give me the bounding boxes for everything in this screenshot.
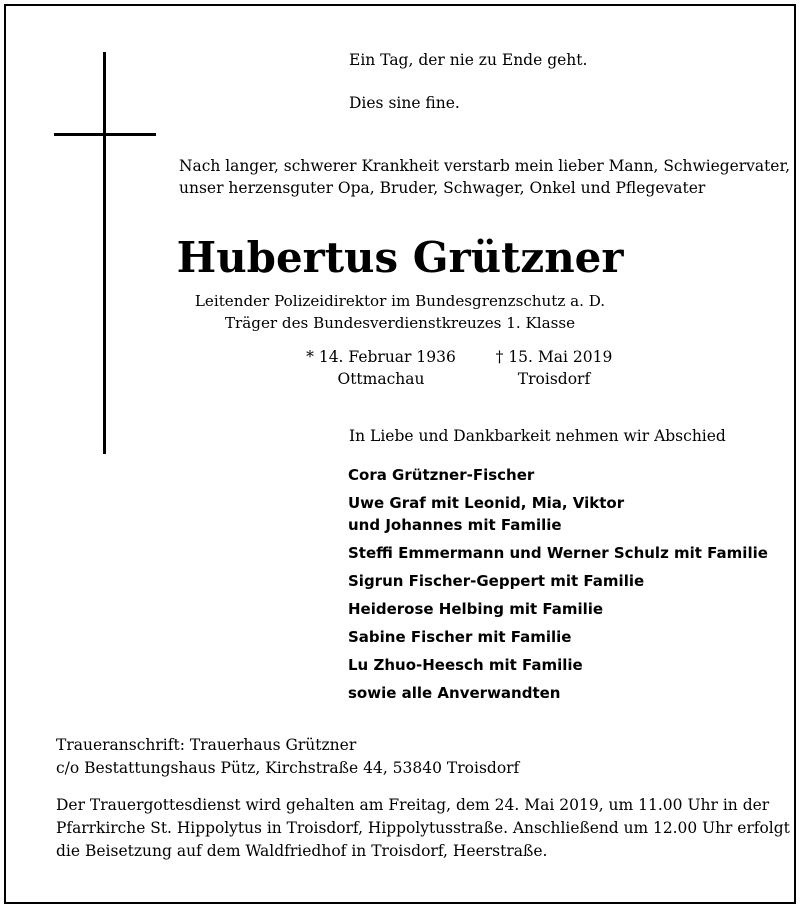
- deceased-title-2: Träger des Bundesverdienstkreuzes 1. Klasse: [224, 314, 576, 332]
- death-date: † 15. Mai 2019: [495, 348, 613, 366]
- mourner-line: Steffi Emmermann und Werner Schulz mit Familie: [348, 544, 768, 562]
- intro-line-2: unser herzensguter Opa, Bruder, Schwager, Onkel und Pflegevater: [179, 179, 706, 197]
- mourner-line: sowie alle Anverwandten: [348, 684, 561, 702]
- mourner-line: Sabine Fischer mit Familie: [348, 628, 572, 646]
- mourner-line: Sigrun Fischer-Geppert mit Familie: [348, 572, 645, 590]
- cross-icon-horizontal: [54, 133, 156, 136]
- quote-line-1: Ein Tag, der nie zu Ende geht.: [349, 51, 588, 69]
- farewell-text: In Liebe und Dankbarkeit nehmen wir Abschied: [349, 427, 726, 445]
- birth-place: Ottmachau: [337, 370, 425, 388]
- address-line-1: Traueranschrift: Trauerhaus Grützner: [56, 736, 357, 754]
- service-line-1: Der Trauergottesdienst wird gehalten am Freitag, dem 24. Mai 2019, um 11.00 Uhr in der: [56, 796, 770, 814]
- mourner-line: Uwe Graf mit Leonid, Mia, Viktor: [348, 494, 625, 512]
- service-line-3: die Beisetzung auf dem Waldfriedhof in Troisdorf, Heerstraße.: [56, 842, 548, 860]
- mourner-line: Lu Zhuo-Heesch mit Familie: [348, 656, 583, 674]
- intro-line-1: Nach langer, schwerer Krankheit verstarb mein lieber Mann, Schwiegervater,: [179, 157, 791, 175]
- quote-line-2: Dies sine fine.: [349, 94, 460, 112]
- mourner-line: Heiderose Helbing mit Familie: [348, 600, 604, 618]
- address-line-2: c/o Bestattungshaus Pütz, Kirchstraße 44, 53840 Troisdorf: [56, 759, 520, 777]
- service-line-2: Pfarrkirche St. Hippolytus in Troisdorf, Hippolytusstraße. Anschließend um 12.00 Uhr erfolgt: [56, 819, 790, 837]
- mourner-line: und Johannes mit Familie: [348, 516, 562, 534]
- deceased-name: Hubertus Grützner: [176, 233, 624, 282]
- mourner-line: Cora Grützner-Fischer: [348, 466, 535, 484]
- death-place: Troisdorf: [517, 370, 591, 388]
- birth-date: * 14. Februar 1936: [306, 348, 456, 366]
- deceased-title-1: Leitender Polizeidirektor im Bundesgrenzschutz a. D.: [194, 292, 606, 310]
